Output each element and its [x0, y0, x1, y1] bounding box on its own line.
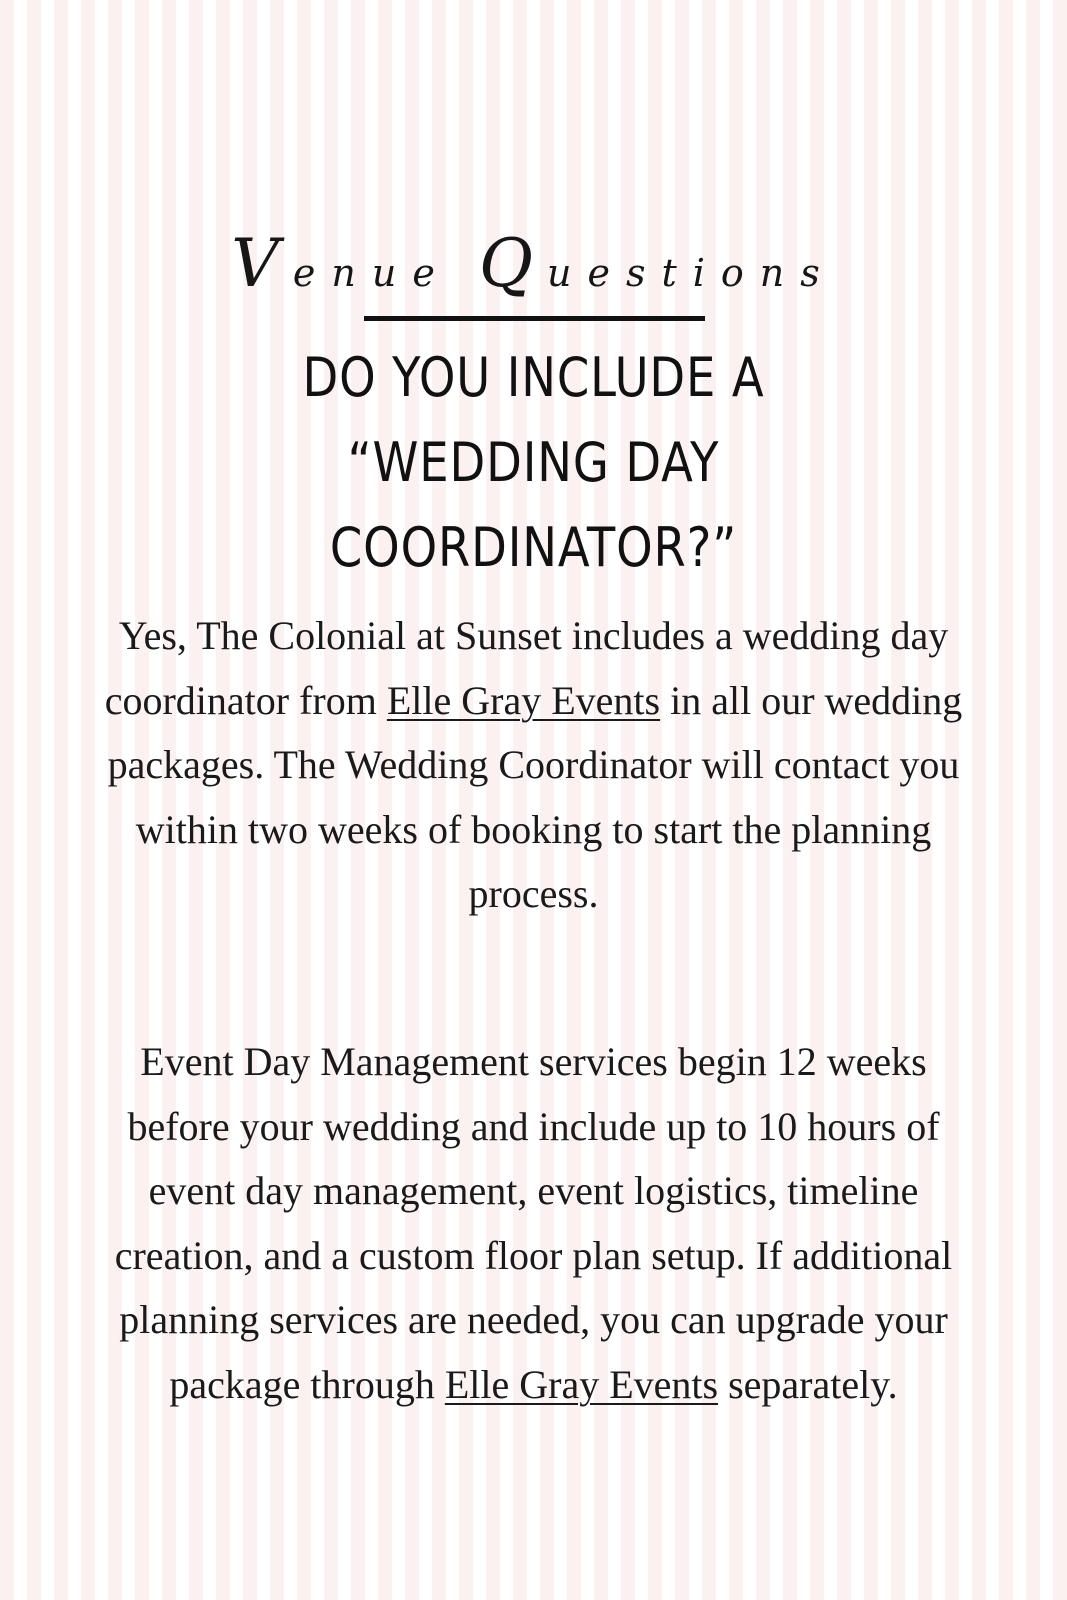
kicker-initial-q: Q [478, 225, 548, 302]
elle-gray-events-link[interactable]: Elle Gray Events [444, 1361, 719, 1407]
question-line-1: DO YOU INCLUDE A [302, 346, 765, 409]
question-line-3: COORDINATOR?” [329, 516, 738, 579]
elle-gray-events-link[interactable]: Elle Gray Events [386, 677, 661, 723]
kicker-word-questions: uestions [547, 251, 836, 295]
question-line-2: “WEDDING DAY [347, 431, 720, 494]
kicker-word-venue: enue [292, 251, 451, 295]
paragraph-2-text-start: Event Day Management services begin 12 weeks before your wedding and include up to 10 hours of event day management, event logistics, timeline creation, and a custom floor plan setup. If additional planning services are needed, you can upgrade your package through [114, 1039, 953, 1407]
kicker-initial-v: V [231, 225, 293, 302]
heading-divider [364, 316, 705, 321]
answer-paragraph-1 [93, 604, 974, 927]
question-heading [204, 335, 864, 590]
paragraph-1-text-end: in all our wedding packages. The Wedding Coordinator will contact you within two weeks of booking to start the planning process. [107, 677, 963, 916]
section-kicker [0, 225, 1067, 302]
paragraph-2-text-end: separately. [718, 1361, 898, 1407]
answer-paragraph-2 [93, 1030, 974, 1417]
paragraph-1-text-start: Yes, The Colonial at Sunset includes a wedding day coordinator from [104, 613, 949, 723]
